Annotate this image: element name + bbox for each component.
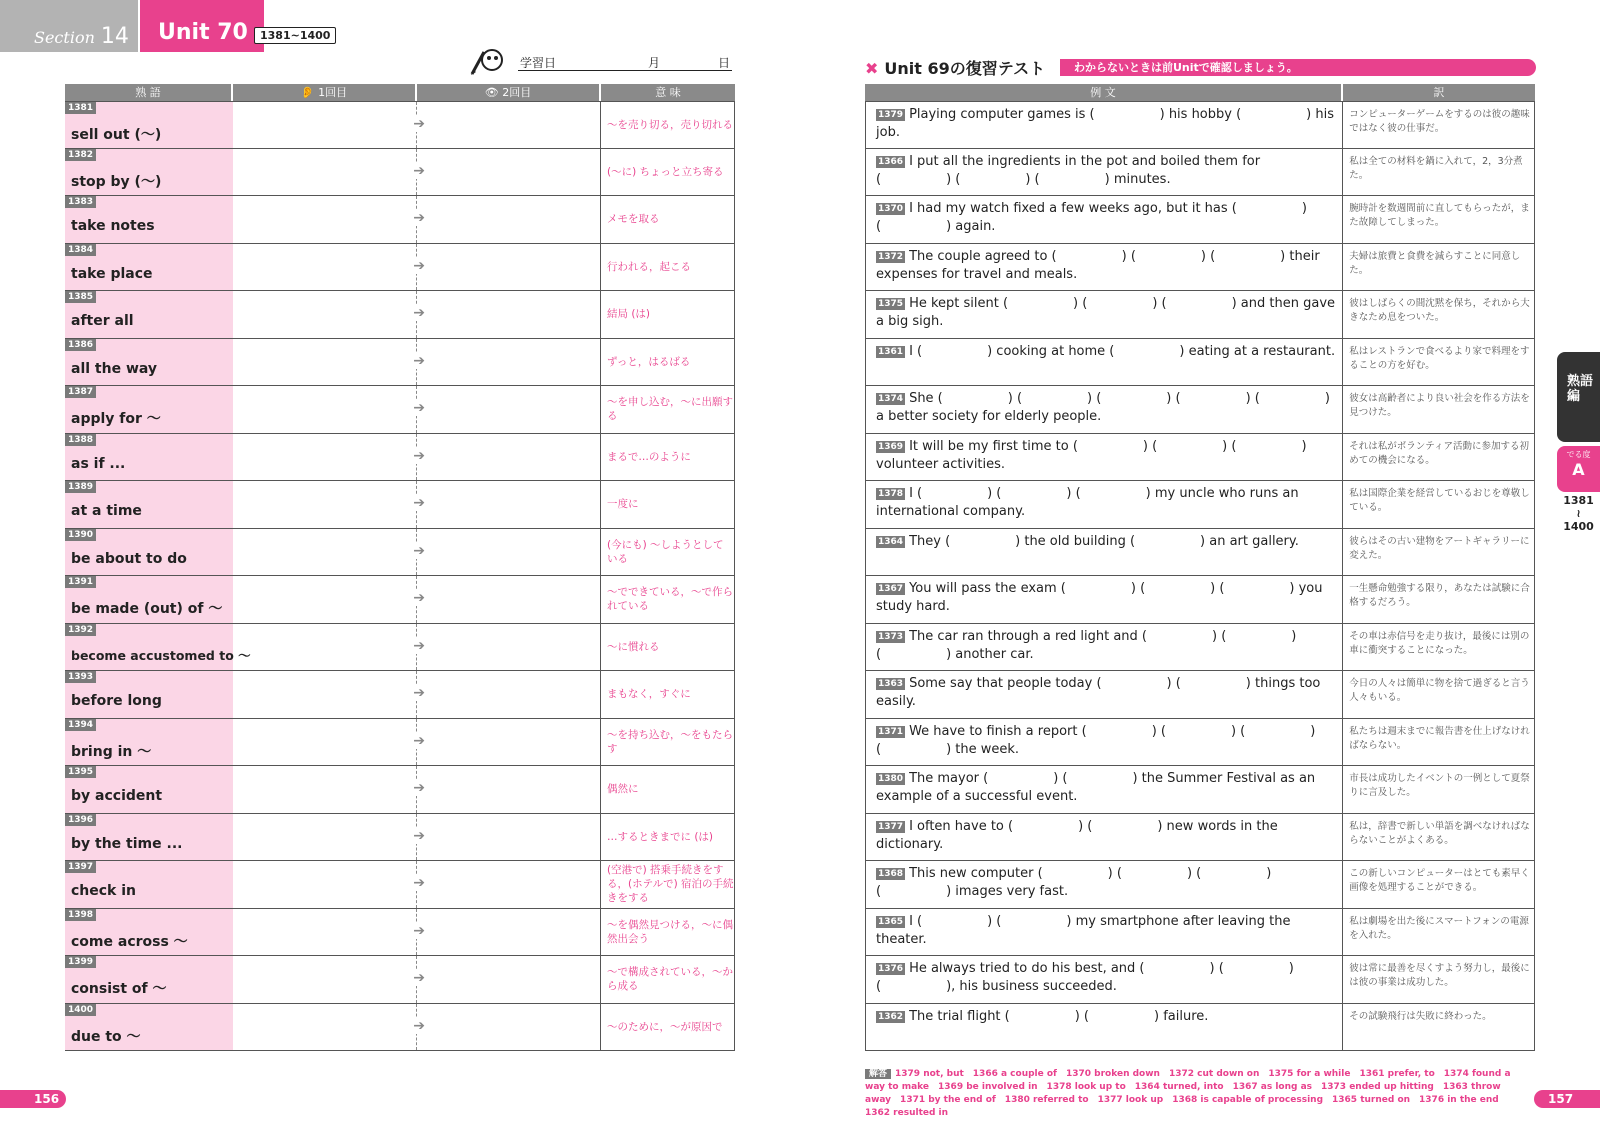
- idiom-number: 1395: [65, 766, 96, 778]
- example-sentence-cell[interactable]: [866, 291, 1343, 338]
- side-tab-grade-value: A: [1572, 460, 1585, 479]
- example-sentence: I put all the ingredients in the pot and boiled them for ( ) ( ) ( ) minutes.: [876, 153, 1261, 187]
- idiom-number: 1391: [65, 576, 96, 588]
- example-sentence-cell[interactable]: [866, 244, 1343, 291]
- write-area-second[interactable]: [417, 909, 601, 956]
- idiom-term: bring in ～: [71, 743, 152, 760]
- idiom-term-cell: [65, 244, 233, 291]
- review-row: [865, 766, 1535, 814]
- idiom-term: be made (out) of ～: [71, 601, 223, 617]
- arrow-right-icon: ➔: [413, 400, 425, 416]
- question-number: 1379: [878, 110, 904, 120]
- write-area-first[interactable]: [233, 102, 425, 148]
- idiom-term-cell: [65, 861, 233, 908]
- review-table-header: [865, 84, 1535, 101]
- example-sentence-cell[interactable]: [866, 576, 1343, 623]
- idiom-term-cell: [65, 102, 233, 148]
- review-row: [865, 339, 1535, 387]
- translation: 今日の人々は簡単に物を捨て過ぎると言う人々もいる。: [1343, 671, 1535, 718]
- idiom-row: [65, 386, 735, 434]
- pencil-mascot-icon: [468, 40, 514, 76]
- write-area-second[interactable]: [417, 529, 601, 576]
- idiom-term: apply for ～: [71, 411, 161, 427]
- question-number: 1373: [878, 631, 904, 642]
- idiom-term-cell: [65, 1004, 233, 1051]
- idiom-row: [65, 814, 735, 862]
- side-tab-grade: [1557, 446, 1600, 492]
- example-sentence-cell[interactable]: [866, 624, 1343, 671]
- idiom-table: [65, 84, 735, 1051]
- write-area-second[interactable]: [417, 1004, 601, 1051]
- study-date-line: [518, 70, 732, 71]
- example-sentence-cell[interactable]: [866, 671, 1343, 718]
- idiom-row: [65, 624, 735, 672]
- idiom-number: 1394: [65, 719, 96, 731]
- write-area-first[interactable]: [233, 576, 425, 623]
- idiom-number: 1398: [65, 909, 96, 921]
- idiom-row: [65, 861, 735, 909]
- answer-key-label: 解答: [865, 1069, 891, 1079]
- arrow-right-icon: ➔: [413, 685, 425, 701]
- example-sentence: Some say that people today ( ) ( ) things too easily.: [876, 676, 1321, 709]
- idiom-term: come across ～: [71, 933, 188, 950]
- idiom-term-cell: [65, 671, 233, 718]
- idiom-number: 1389: [65, 481, 96, 493]
- write-area-second[interactable]: [417, 671, 601, 718]
- example-sentence-cell[interactable]: [866, 481, 1343, 528]
- idiom-row: [65, 956, 735, 1004]
- section-tab: [0, 0, 138, 52]
- idiom-number: 1384: [65, 244, 96, 256]
- idiom-row: [65, 529, 735, 577]
- idiom-term: consist of ～: [71, 981, 167, 997]
- review-row: [865, 386, 1535, 434]
- arrow-right-icon: ➔: [413, 542, 425, 559]
- idiom-meaning: (空港で) 搭乗手続きをする，(ホテルで) 宿泊の手続きをする: [601, 861, 735, 908]
- review-test-table: [865, 84, 1535, 1051]
- idiom-term: take place: [71, 265, 153, 282]
- example-sentence: I often have to ( ) ( ) new words in the dictionary.: [876, 818, 1278, 852]
- translation: 腕時計を数週間前に直してもらったが，また故障してしまった。: [1343, 196, 1535, 243]
- study-date-month: 月: [648, 56, 661, 70]
- idiom-meaning: 行われる，起こる: [601, 244, 735, 291]
- arrow-right-icon: ➔: [413, 827, 425, 844]
- example-sentence-cell[interactable]: [866, 766, 1343, 813]
- write-area-second[interactable]: [417, 719, 601, 766]
- study-date-label: 学習日: [520, 56, 557, 70]
- idiom-row: [65, 671, 735, 719]
- arrow-right-icon: ➔: [413, 162, 425, 179]
- idiom-number: 1386: [65, 339, 96, 351]
- idiom-table-header: [65, 84, 735, 101]
- side-tab-idioms: 熟語編: [1557, 352, 1600, 442]
- write-area-second[interactable]: [417, 956, 601, 1003]
- write-area-first[interactable]: [233, 1004, 425, 1051]
- write-area-second[interactable]: [417, 576, 601, 623]
- idiom-meaning: ～のために，～が原因で: [601, 1004, 735, 1051]
- idiom-term-cell: [65, 909, 233, 956]
- page-number-left: 156: [0, 1090, 66, 1108]
- section-label: Section: [34, 28, 95, 47]
- idiom-row: [65, 719, 735, 767]
- idiom-term: by accident: [71, 788, 163, 804]
- example-sentence: Playing computer games is ( ) his hobby ( ) his job.: [876, 107, 1334, 140]
- example-sentence: This new computer ( ) ( ) ( ) ( ) images very fast.: [876, 866, 1272, 899]
- arrow-right-icon: ➔: [413, 732, 425, 749]
- write-area-first[interactable]: [233, 386, 425, 433]
- idiom-number: 1387: [65, 386, 96, 398]
- example-sentence-cell[interactable]: [866, 719, 1343, 766]
- translation: 私は全ての材料を鍋に入れて，2，3分煮た。: [1343, 149, 1535, 196]
- review-row: [865, 861, 1535, 909]
- question-number: 1364: [878, 536, 904, 547]
- example-sentence-cell[interactable]: [866, 339, 1343, 386]
- question-number: 1380: [878, 774, 904, 784]
- idiom-number: 1388: [65, 434, 96, 446]
- example-sentence: I ( ) cooking at home ( ) eating at a restaurant.: [909, 343, 1336, 359]
- idiom-row: [65, 149, 735, 197]
- idiom-number: 1392: [65, 624, 96, 636]
- review-banner: わからないときは前Unitで確認しましょう。: [1060, 59, 1536, 76]
- review-row: [865, 719, 1535, 767]
- idiom-term-cell: [65, 386, 233, 433]
- cross-icon: ✖: [865, 59, 879, 78]
- idiom-number: 1381: [65, 102, 96, 114]
- review-row: [865, 291, 1535, 339]
- example-sentence-cell[interactable]: [866, 814, 1343, 861]
- answer-key-text: 1379 not, but 1366 a couple of 1370 broken down 1372 cut down on 1375 for a while 1361 prefer, to 1374 found a way to make 1369 be involved in 1378 look up to 1364 turned, into 1367 as long as 1373 ended up hitting 1363 throw away 1371 by the end of 1380 referred to 1377 look up 1368 is capable of processing 1365 turned on 1376 in the end 1362 resulted in: [865, 1069, 1511, 1118]
- write-area-first[interactable]: [233, 244, 425, 291]
- example-sentence: You will pass the exam ( ) ( ) ( ) you study hard.: [876, 581, 1323, 614]
- idiom-term-cell: [65, 434, 233, 481]
- arrow-right-icon: ➔: [413, 780, 425, 796]
- idiom-term-cell: [65, 624, 251, 671]
- idiom-term-cell: [65, 149, 233, 196]
- review-title: ✖ Unit 69の復習テスト: [865, 59, 1046, 78]
- example-sentence-cell[interactable]: [866, 102, 1343, 148]
- idiom-row: [65, 339, 735, 387]
- question-number: 1362: [878, 1011, 904, 1022]
- idiom-number: 1399: [65, 956, 96, 968]
- idiom-number: 1390: [65, 529, 96, 541]
- idiom-term-cell: [65, 766, 233, 813]
- question-number: 1370: [878, 204, 904, 214]
- review-row: [865, 956, 1535, 1004]
- arrow-right-icon: ➔: [413, 590, 425, 606]
- idiom-term: before long: [71, 693, 162, 709]
- write-area-first[interactable]: [233, 909, 425, 956]
- question-number: 1375: [878, 299, 904, 309]
- example-sentence: It will be my first time to ( ) ( ) ( ) volunteer activities.: [876, 438, 1307, 472]
- header-example: 例 文: [865, 84, 1343, 101]
- write-area-second[interactable]: [417, 766, 601, 813]
- idiom-row: [65, 766, 735, 814]
- translation: 彼女は高齢者により良い社会を作る方法を見つけた。: [1343, 386, 1535, 433]
- write-area-first[interactable]: [233, 719, 425, 766]
- example-sentence: I had my watch fixed a few weeks ago, but it has ( ) ( ) again.: [876, 201, 1307, 234]
- example-sentence: The trial flight ( ) ( ) failure.: [909, 1008, 1209, 1024]
- idiom-number: 1383: [65, 196, 96, 208]
- write-area-first[interactable]: [233, 766, 425, 813]
- idiom-number: 1382: [65, 149, 96, 161]
- translation: 私は，辞書で新しい単語を調べなければならないことがよくある。: [1343, 814, 1535, 861]
- review-row: [865, 671, 1535, 719]
- example-sentence-cell[interactable]: [866, 956, 1343, 1003]
- example-sentence-cell[interactable]: [866, 1004, 1343, 1051]
- idiom-row: [65, 909, 735, 957]
- arrow-right-icon: ➔: [413, 1017, 425, 1034]
- write-area-first[interactable]: [233, 671, 425, 718]
- question-number: 1372: [878, 251, 904, 262]
- question-number: 1368: [878, 869, 904, 879]
- example-sentence: I ( ) ( ) my smartphone after leaving the theater.: [876, 913, 1291, 947]
- section-number: 14: [100, 24, 129, 49]
- write-area-second[interactable]: [417, 291, 601, 338]
- side-range-sep: ≀: [1576, 507, 1581, 520]
- question-number: 1361: [878, 346, 904, 357]
- idiom-term: as if ...: [71, 455, 126, 472]
- idiom-term: take notes: [71, 218, 155, 234]
- write-area-second[interactable]: [417, 434, 601, 481]
- side-tab-grade-label: でる度: [1566, 450, 1591, 459]
- example-sentence: He always tried to do his best, and ( ) ( ) ( ), his business succeeded.: [876, 961, 1294, 994]
- idiom-row: [65, 481, 735, 529]
- idiom-row: [65, 291, 735, 339]
- idiom-term: sell out (～): [71, 127, 162, 143]
- translation: 夫婦は旅費と食費を減らすことに同意した。: [1343, 244, 1535, 291]
- idiom-number: 1400: [65, 1004, 96, 1016]
- example-sentence-cell[interactable]: [866, 386, 1343, 433]
- question-number: 1377: [878, 821, 904, 832]
- translation: その試験飛行は失敗に終わった。: [1343, 1004, 1535, 1051]
- idiom-number: 1393: [65, 671, 96, 683]
- idiom-meaning: ～でできている，～で作られている: [601, 576, 735, 623]
- idiom-term-cell: [65, 529, 233, 576]
- example-sentence: The car ran through a red light and ( ) ( ) ( ) another car.: [876, 628, 1297, 662]
- write-area-first[interactable]: [233, 624, 425, 671]
- arrow-right-icon: ➔: [413, 447, 425, 464]
- example-sentence-cell[interactable]: [866, 529, 1343, 576]
- write-area-first[interactable]: [233, 529, 425, 576]
- idiom-term-cell: [65, 576, 233, 623]
- header-second: 👁 2回目: [417, 84, 601, 101]
- translation: 私は国際企業を経営しているおじを尊敬している。: [1343, 481, 1535, 528]
- unit-title: Unit 70: [140, 0, 264, 52]
- translation: 彼らはその古い建物をアートギャラリーに変えた。: [1343, 529, 1535, 576]
- idiom-term: by the time ...: [71, 835, 183, 852]
- idiom-term: due to ～: [71, 1028, 141, 1045]
- idiom-meaning: まるで…のように: [601, 434, 735, 481]
- example-sentence-cell[interactable]: [866, 434, 1343, 481]
- idiom-meaning: ～を偶然見つける，～に偶然出会う: [601, 909, 735, 956]
- write-area-second[interactable]: [417, 244, 601, 291]
- arrow-right-icon: ➔: [413, 495, 425, 511]
- idiom-row: [65, 101, 735, 149]
- write-area-first[interactable]: [233, 434, 425, 481]
- question-number: 1363: [878, 679, 904, 689]
- write-area-second[interactable]: [417, 386, 601, 433]
- ear-icon: 👂: [300, 86, 319, 99]
- idiom-term-cell: [65, 956, 233, 1003]
- idiom-number: 1396: [65, 814, 96, 826]
- header-first: 👂 1回目: [233, 84, 417, 101]
- review-row: [865, 196, 1535, 244]
- translation: その車は赤信号を走り抜け，最後には別の車に衝突することになった。: [1343, 624, 1535, 671]
- side-range-start: 1381: [1563, 494, 1594, 507]
- idiom-term-cell: [65, 196, 233, 243]
- side-range-end: 1400: [1563, 520, 1594, 533]
- idiom-row: [65, 196, 735, 244]
- review-row: [865, 244, 1535, 292]
- example-sentence: The mayor ( ) ( ) the Summer Festival as an example of a successful event.: [876, 771, 1316, 804]
- idiom-term: become accustomed to ～: [71, 647, 251, 663]
- idiom-meaning: ～を申し込む，～に出願する: [601, 386, 735, 433]
- review-row: [865, 909, 1535, 957]
- write-area-first[interactable]: [233, 814, 425, 861]
- question-number: 1374: [878, 394, 904, 404]
- translation: 私は劇場を出た後にスマートフォンの電源を入れた。: [1343, 909, 1535, 956]
- idiom-term: all the way: [71, 360, 158, 377]
- idiom-meaning: ～で構成されている，～から成る: [601, 956, 735, 1003]
- translation: 彼は常に最善を尽くすよう努力し，最後には彼の事業は成功した。: [1343, 956, 1535, 1003]
- eye-icon: 👁: [484, 86, 503, 99]
- side-range: [1557, 494, 1600, 533]
- translation: 私たちは週末までに報告書を仕上げなければならない。: [1343, 719, 1535, 766]
- idiom-meaning: 結局 (は): [601, 291, 735, 338]
- review-row: [865, 481, 1535, 529]
- idiom-number: 1397: [65, 861, 96, 873]
- example-sentence: I ( ) ( ) ( ) my uncle who runs an international company.: [876, 486, 1299, 519]
- idiom-row: [65, 576, 735, 624]
- idiom-number: 1385: [65, 291, 96, 303]
- write-area-first[interactable]: [233, 291, 425, 338]
- review-row: [865, 624, 1535, 672]
- write-area-first[interactable]: [233, 149, 425, 196]
- header-translation: 訳: [1343, 84, 1535, 101]
- write-area-second[interactable]: [417, 481, 601, 528]
- idiom-term-cell: [65, 719, 233, 766]
- example-sentence: The couple agreed to ( ) ( ) ( ) their expenses for travel and meals.: [876, 248, 1320, 282]
- idiom-meaning: メモを取る: [601, 196, 735, 243]
- arrow-right-icon: ➔: [413, 922, 425, 939]
- arrow-right-icon: ➔: [413, 875, 425, 891]
- write-area-second[interactable]: [417, 814, 601, 861]
- translation: 一生懸命勉強する限り，あなたは試験に合格するだろう。: [1343, 576, 1535, 623]
- question-number: 1371: [878, 726, 904, 737]
- idiom-term-cell: [65, 291, 233, 338]
- review-row: [865, 814, 1535, 862]
- write-area-first[interactable]: [233, 861, 425, 908]
- review-row: [865, 101, 1535, 149]
- unit-range: 1381~1400: [254, 27, 336, 44]
- question-number: 1369: [878, 441, 904, 452]
- write-area-first[interactable]: [233, 956, 425, 1003]
- write-area-second[interactable]: [417, 149, 601, 196]
- answer-key: [865, 1068, 1515, 1120]
- write-area-first[interactable]: [233, 339, 425, 386]
- write-area-second[interactable]: [417, 196, 601, 243]
- idiom-meaning: ～を売り切る，売り切れる: [601, 102, 735, 148]
- idiom-meaning: ずっと，はるばる: [601, 339, 735, 386]
- write-area-second[interactable]: [417, 624, 601, 671]
- arrow-right-icon: ➔: [413, 637, 425, 654]
- idiom-meaning: まもなく，すぐに: [601, 671, 735, 718]
- write-area-first[interactable]: [233, 196, 425, 243]
- idiom-row: [65, 1004, 735, 1052]
- arrow-right-icon: ➔: [413, 116, 425, 132]
- write-area-second[interactable]: [417, 861, 601, 908]
- idiom-term: check in: [71, 883, 137, 899]
- idiom-term: stop by (～): [71, 173, 162, 190]
- review-row: [865, 529, 1535, 577]
- study-date: [468, 40, 732, 74]
- question-number: 1366: [878, 156, 904, 167]
- example-sentence: We have to finish a report ( ) ( ) ( ) ( ) the week.: [876, 723, 1316, 757]
- review-row: [865, 434, 1535, 482]
- idiom-term-cell: [65, 814, 233, 861]
- idiom-term-cell: [65, 339, 233, 386]
- write-area-second[interactable]: [417, 339, 601, 386]
- example-sentence-cell[interactable]: [866, 909, 1343, 956]
- example-sentence-cell[interactable]: [866, 861, 1343, 908]
- review-row: [865, 1004, 1535, 1052]
- example-sentence: They ( ) the old building ( ) an art gallery.: [909, 533, 1299, 549]
- arrow-right-icon: ➔: [413, 970, 425, 986]
- idiom-meaning: ～を持ち込む，～をもたらす: [601, 719, 735, 766]
- translation: コンピューターゲームをするのは彼の趣味ではなく彼の仕事だ。: [1343, 102, 1535, 148]
- example-sentence: He kept silent ( ) ( ) ( ) and then gave a big sigh.: [876, 296, 1336, 329]
- example-sentence-cell[interactable]: [866, 196, 1343, 243]
- translation: それは私がボランティア活動に参加する初めての機会になる。: [1343, 434, 1535, 481]
- idiom-meaning: …するときまでに (は): [601, 814, 735, 861]
- idiom-meaning: 一度に: [601, 481, 735, 528]
- example-sentence: She ( ) ( ) ( ) ( ) ( ) a better society for elderly people.: [876, 391, 1330, 424]
- review-row: [865, 149, 1535, 197]
- translation: 彼はしばらくの間沈黙を保ち，それから大きなため息をついた。: [1343, 291, 1535, 338]
- write-area-first[interactable]: [233, 481, 425, 528]
- idiom-row: [65, 244, 735, 292]
- arrow-right-icon: ➔: [413, 305, 425, 321]
- idiom-meaning: (～に) ちょっと立ち寄る: [601, 149, 735, 196]
- study-date-day: 日: [718, 56, 731, 70]
- translation: この新しいコンピューターはとても素早く画像を処理することができる。: [1343, 861, 1535, 908]
- example-sentence-cell[interactable]: [866, 149, 1343, 196]
- idiom-meaning: ～に慣れる: [601, 624, 735, 671]
- arrow-right-icon: ➔: [413, 210, 425, 226]
- page-number-right: 157: [1534, 1090, 1600, 1108]
- idiom-term: at a time: [71, 503, 142, 519]
- header-meaning: 意 味: [601, 84, 735, 101]
- idiom-row: [65, 434, 735, 482]
- review-row: [865, 576, 1535, 624]
- question-number: 1365: [878, 916, 904, 927]
- question-number: 1378: [878, 489, 904, 499]
- translation: 私はレストランで食べるより家で料理をすることの方を好む。: [1343, 339, 1535, 386]
- question-number: 1376: [878, 964, 904, 974]
- arrow-right-icon: ➔: [413, 352, 425, 369]
- question-number: 1367: [878, 584, 904, 594]
- write-area-second[interactable]: [417, 102, 601, 148]
- header-term: 熟 語: [65, 84, 233, 101]
- idiom-meaning: 偶然に: [601, 766, 735, 813]
- idiom-term: be about to do: [71, 550, 187, 567]
- idiom-term: after all: [71, 313, 134, 329]
- arrow-right-icon: ➔: [413, 257, 425, 274]
- idiom-meaning: (今にも) ～しようとしている: [601, 529, 735, 576]
- idiom-term-cell: [65, 481, 233, 528]
- translation: 市長は成功したイベントの一例として夏祭りに言及した。: [1343, 766, 1535, 813]
